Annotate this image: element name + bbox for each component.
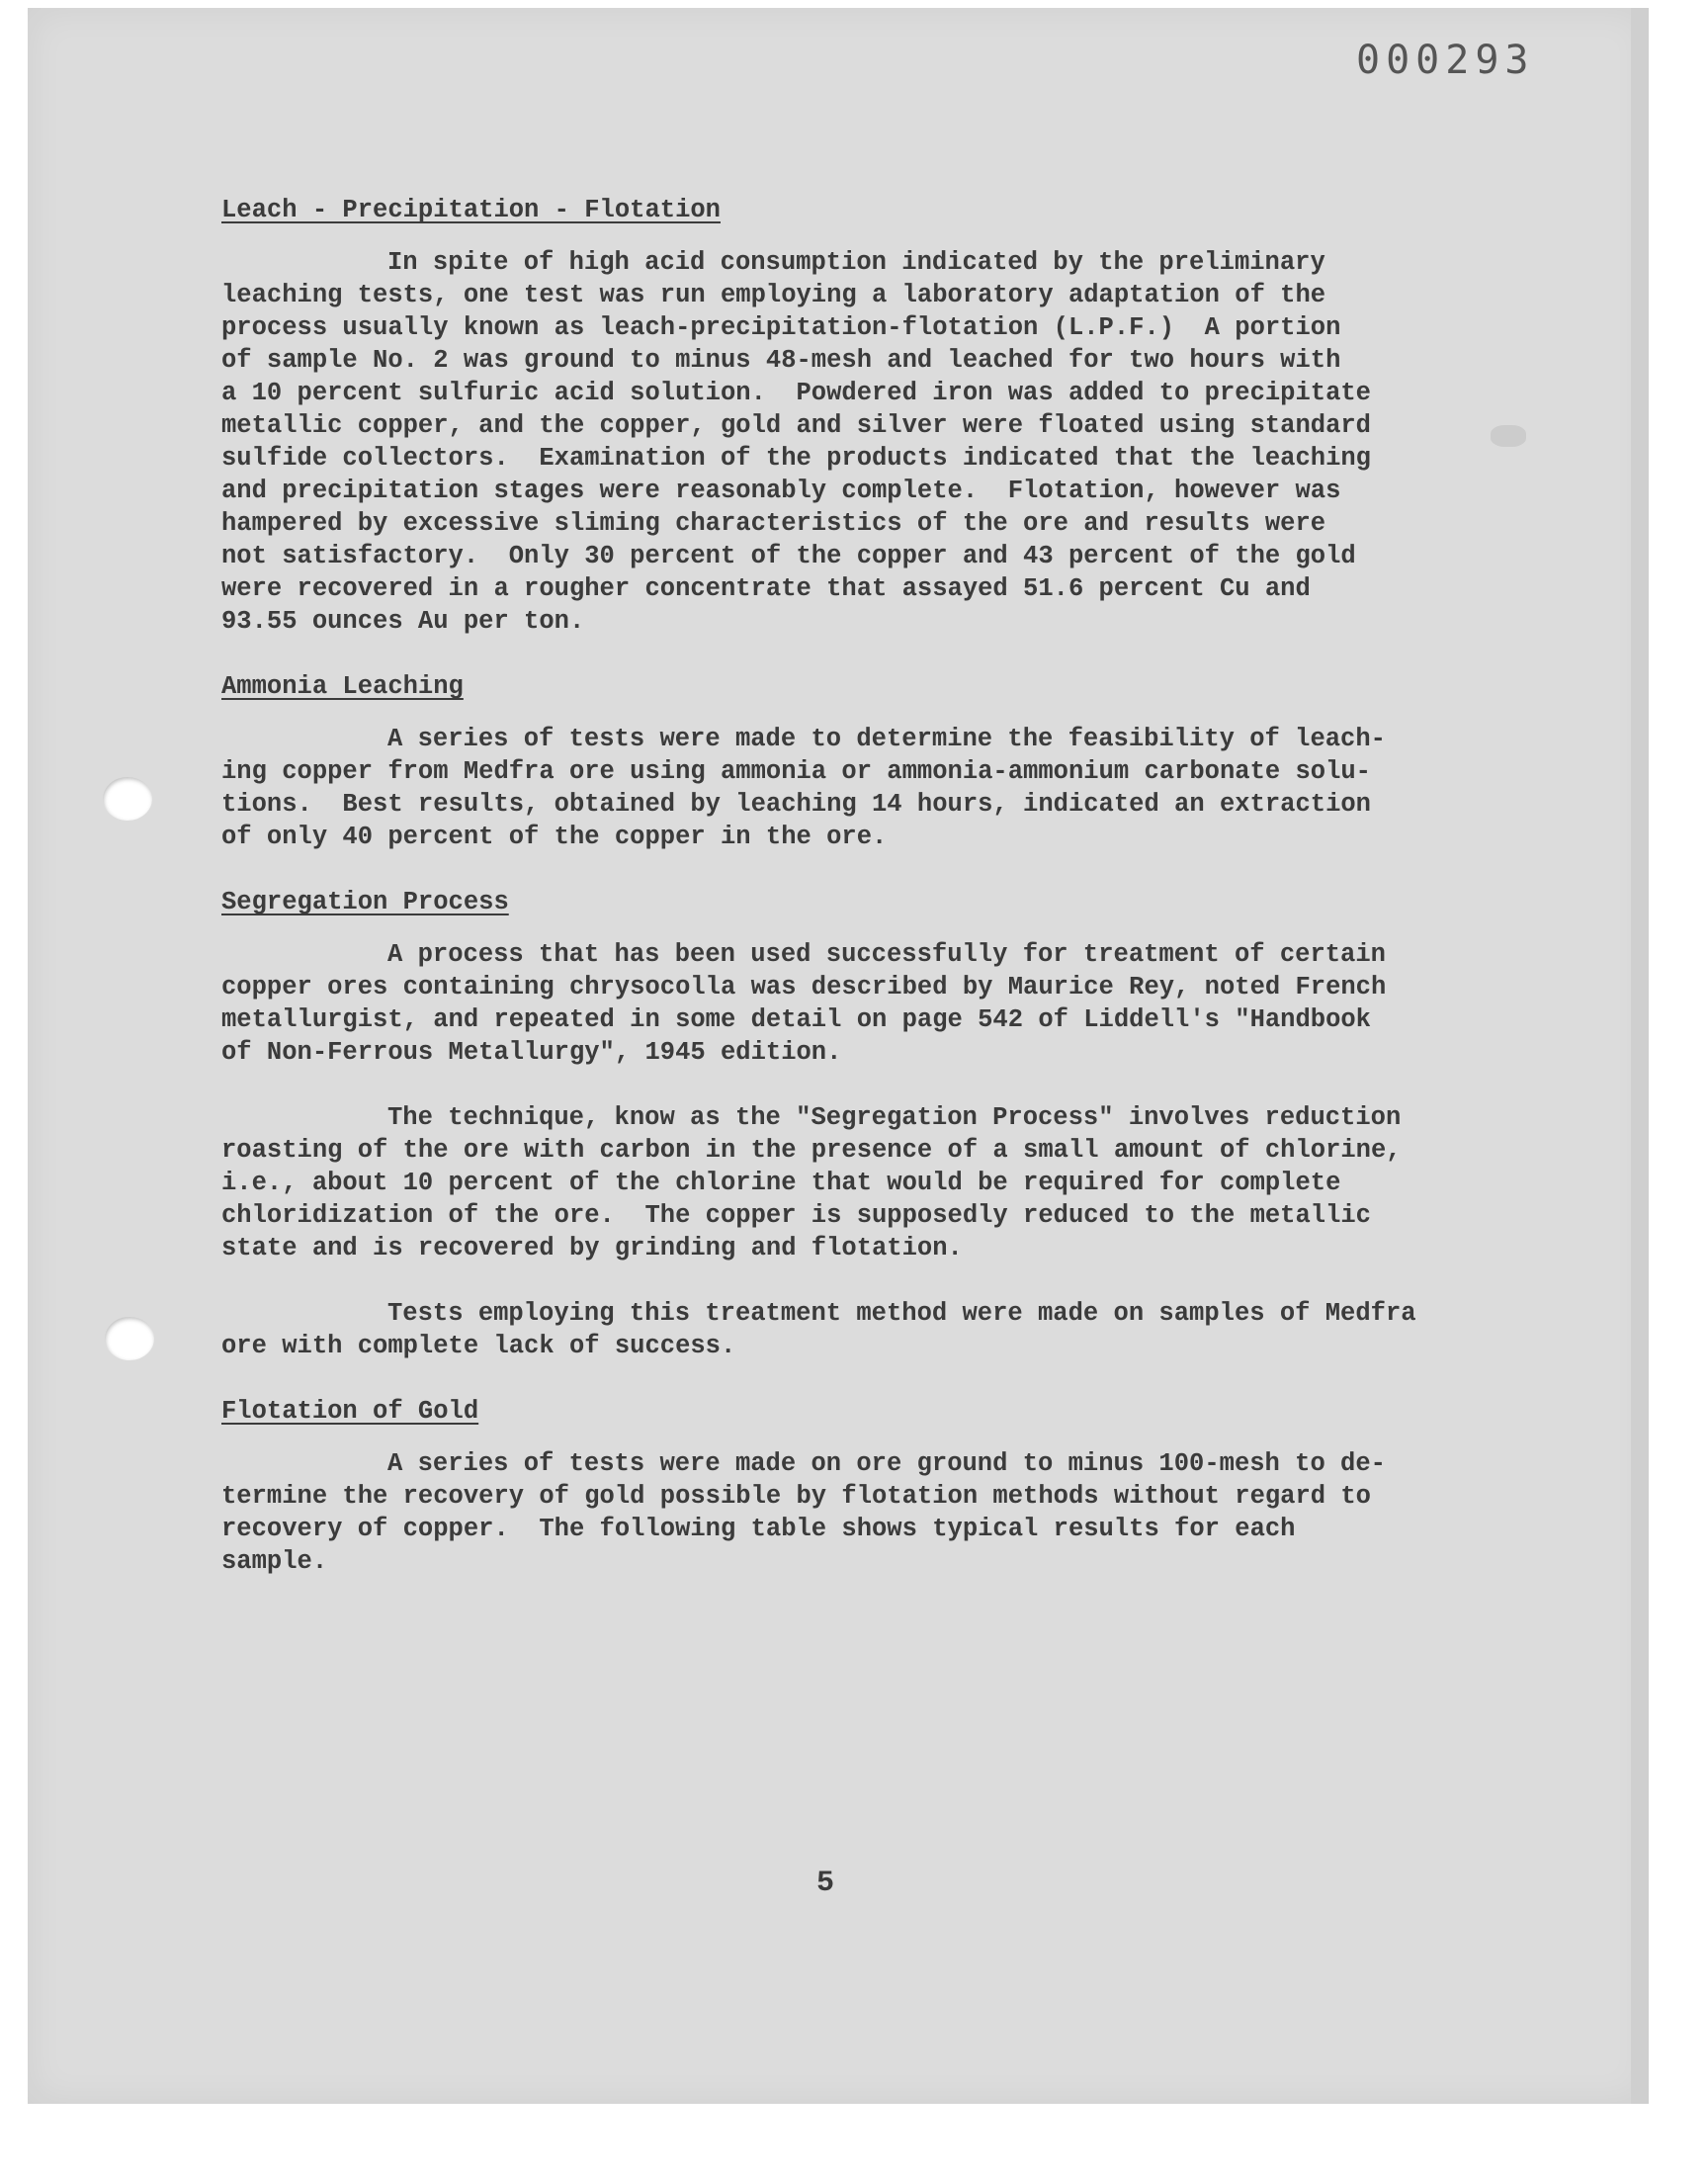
text-line: were recovered in a rougher concentrate that assayed 51.6 percent Cu and [221, 574, 1311, 603]
text-line: ing copper from Medfra ore using ammonia or ammonia-ammonium carbonate solu- [221, 757, 1371, 786]
text-line: 93.55 ounces Au per ton. [221, 607, 585, 636]
text-line: i.e., about 10 percent of the chlorine that would be required for complete [221, 1169, 1341, 1197]
text-line: leaching tests, one test was run employing a laboratory adaptation of the [221, 281, 1326, 309]
punch-hole [103, 777, 152, 821]
text-line: process usually known as leach-precipitation-flotation (L.P.F.) A portion [221, 313, 1341, 342]
text-line: state and is recovered by grinding and flotation. [221, 1234, 963, 1262]
page-number: 5 [816, 1867, 835, 1900]
text-line: roasting of the ore with carbon in the presence of a small amount of chlorine, [221, 1136, 1402, 1165]
text-line: recovery of copper. The following table shows typical results for each [221, 1515, 1296, 1543]
text-line: of sample No. 2 was ground to minus 48-mesh and leached for two hours with [221, 346, 1341, 375]
text-line: a 10 percent sulfuric acid solution. Powdered iron was added to precipitate [221, 379, 1371, 407]
text-line: In spite of high acid consumption indicated by the preliminary [387, 248, 1325, 277]
text-line: A process that has been used successfully for treatment of certain [387, 940, 1386, 969]
text-line: chloridization of the ore. The copper is supposedly reduced to the metallic [221, 1201, 1371, 1230]
text-line: Tests employing this treatment method were made on samples of Medfra [387, 1299, 1416, 1328]
paragraph [221, 246, 1516, 638]
paragraph [221, 938, 1516, 1069]
text-line: A series of tests were made to determine the feasibility of leach- [387, 725, 1386, 753]
paragraph [221, 1101, 1516, 1264]
text-line: of only 40 percent of the copper in the ore. [221, 823, 888, 851]
text-line: A series of tests were made on ore ground to minus 100-mesh to de- [387, 1449, 1386, 1478]
text-line: not satisfactory. Only 30 percent of the copper and 43 percent of the gold [221, 542, 1356, 570]
section-heading: Leach - Precipitation - Flotation [221, 196, 721, 224]
section [221, 1395, 1516, 1578]
text-line: metallic copper, and the copper, gold and silver were floated using standard [221, 411, 1371, 440]
text-line: copper ores containing chrysocolla was described by Maurice Rey, noted French [221, 973, 1387, 1001]
section [221, 670, 1516, 853]
section [221, 886, 1516, 1362]
text-line: sample. [221, 1547, 328, 1576]
text-line: ore with complete lack of success. [221, 1332, 736, 1360]
text-line: metallurgist, and repeated in some detail on page 542 of Liddell's "Handbook [221, 1005, 1371, 1034]
section-heading: Flotation of Gold [221, 1397, 479, 1426]
page-edge [1631, 8, 1649, 2104]
paragraph [221, 1447, 1516, 1578]
text-line: and precipitation stages were reasonably complete. Flotation, however was [221, 477, 1341, 505]
section-heading: Ammonia Leaching [221, 672, 464, 701]
text-line: tions. Best results, obtained by leaching 14 hours, indicated an extraction [221, 790, 1371, 819]
punch-hole [105, 1317, 154, 1360]
text-line: termine the recovery of gold possible by flotation methods without regard to [221, 1482, 1371, 1511]
paragraph [221, 723, 1516, 853]
section [221, 194, 1516, 638]
paragraph [221, 1297, 1516, 1362]
section-heading: Segregation Process [221, 888, 509, 916]
text-line: The technique, know as the "Segregation Process" involves reduction [387, 1103, 1402, 1132]
text-line: of Non-Ferrous Metallurgy", 1945 edition. [221, 1038, 842, 1067]
text-line: hampered by excessive sliming characteristics of the ore and results were [221, 509, 1326, 538]
page-id: 000293 [1356, 38, 1535, 83]
text-line: sulfide collectors. Examination of the products indicated that the leaching [221, 444, 1371, 473]
document-body [221, 194, 1516, 1610]
